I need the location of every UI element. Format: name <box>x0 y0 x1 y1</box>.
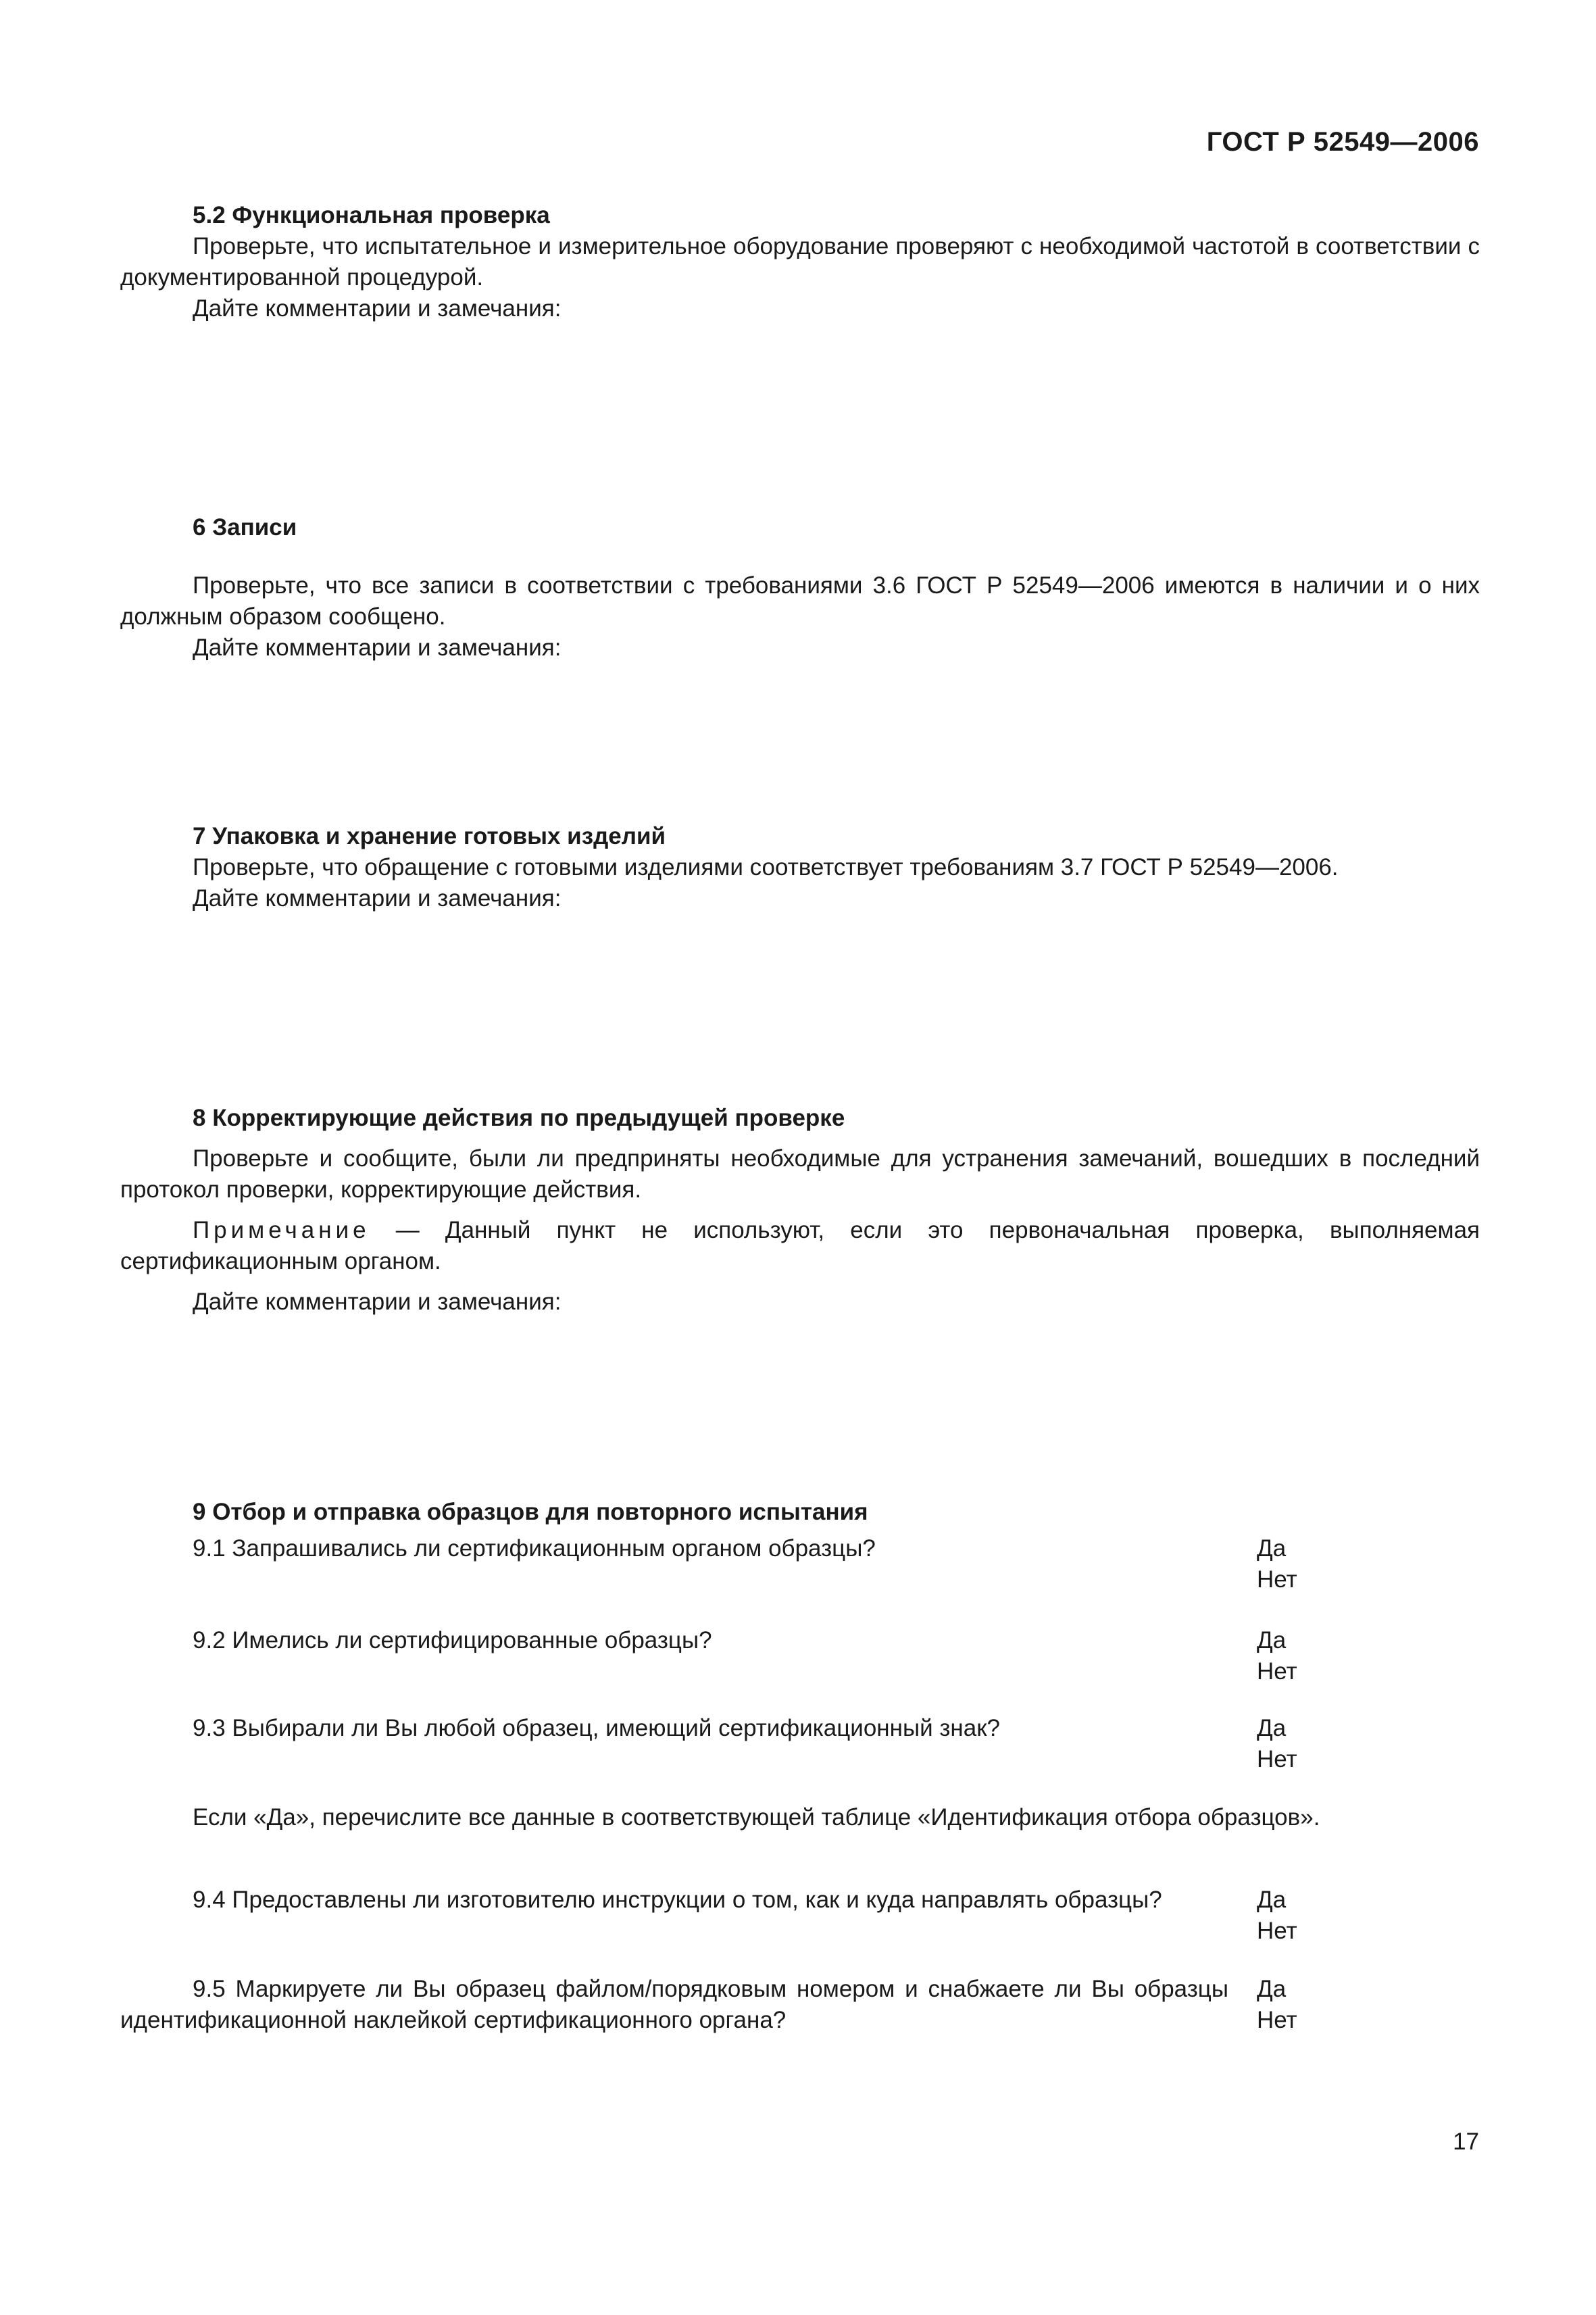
answer-options <box>1257 1625 1358 1687</box>
question-text: 9.5 Маркируете ли Вы образец файлом/порядковым номером и снабжаете ли Вы образцы идентификационной наклейкой сертификационного органа? <box>120 1976 1228 2033</box>
section-text: Проверьте, что обращение с готовыми изделиями соответствует требованиям 3.7 ГОСТ Р 52549—2006. <box>193 854 1339 880</box>
section-heading: 6 Записи <box>193 514 297 541</box>
answer-options <box>1257 1533 1358 1595</box>
answer-no[interactable]: Нет <box>1257 1918 1297 1944</box>
note-label: Примечание <box>193 1217 370 1243</box>
question-9-2 <box>120 1625 1480 1687</box>
section-9 <box>120 1497 1480 2036</box>
answer-yes[interactable]: Да <box>1257 1887 1287 1913</box>
question-text: 9.1 Запрашивались ли сертификационным органом образцы? <box>193 1535 876 1562</box>
answer-yes[interactable]: Да <box>1257 1715 1287 1741</box>
answer-yes[interactable]: Да <box>1257 1535 1287 1562</box>
question-text: 9.3 Выбирали ли Вы любой образец, имеющий сертификационный знак? <box>193 1715 1001 1741</box>
answer-options <box>1257 1974 1358 2036</box>
answer-options <box>1257 1713 1358 1775</box>
section-text: Проверьте и сообщите, были ли предприняты необходимые для устранения замечаний, вошедших в последний протокол проверки, корректирующие действия. <box>120 1145 1480 1203</box>
note-paragraph <box>120 1215 1480 1277</box>
section-6 <box>120 512 1480 664</box>
section-7 <box>120 821 1480 914</box>
section-8 <box>120 1103 1480 1318</box>
question-9-1 <box>120 1533 1480 1595</box>
comment-prompt: Дайте комментарии и замечания: <box>193 885 562 912</box>
section-heading: 8 Корректирующие действия по предыдущей проверке <box>193 1105 845 1131</box>
question-text: 9.2 Имелись ли сертифицированные образцы? <box>193 1627 712 1653</box>
comment-prompt: Дайте комментарии и замечания: <box>193 1289 562 1315</box>
comment-prompt: Дайте комментарии и замечания: <box>193 295 562 322</box>
question-9-5 <box>120 1974 1480 2036</box>
section-heading: 9 Отбор и отправка образцов для повторного испытания <box>193 1499 868 1525</box>
note-text: — Данный пункт не используют, если это первоначальная проверка, выполняемая сертификационным органом. <box>120 1217 1480 1274</box>
if-yes-note: Если «Да», перечислите все данные в соответствующей таблице «Идентификация отбора образцов». <box>193 1804 1320 1831</box>
answer-no[interactable]: Нет <box>1257 1746 1297 1772</box>
section-heading: 5.2 Функциональная проверка <box>193 202 550 228</box>
answer-options <box>1257 1885 1358 1947</box>
page-number: 17 <box>1453 2129 1479 2155</box>
section-heading: 7 Упаковка и хранение готовых изделий <box>193 823 666 849</box>
answer-no[interactable]: Нет <box>1257 1658 1297 1685</box>
answer-no[interactable]: Нет <box>1257 1566 1297 1593</box>
document-code-header: ГОСТ Р 52549—2006 <box>1206 127 1479 157</box>
question-9-3 <box>120 1713 1480 1775</box>
question-9-4 <box>120 1885 1480 1947</box>
answer-no[interactable]: Нет <box>1257 2007 1297 2033</box>
question-text: 9.4 Предоставлены ли изготовителю инструкции о том, как и куда направлять образцы? <box>193 1887 1162 1913</box>
answer-yes[interactable]: Да <box>1257 1976 1287 2002</box>
section-text: Проверьте, что испытательное и измерительное оборудование проверяют с необходимой частотой в соответствии с документированной процедурой. <box>120 233 1480 291</box>
comment-prompt: Дайте комментарии и замечания: <box>193 634 562 661</box>
section-text: Проверьте, что все записи в соответствии с требованиями 3.6 ГОСТ Р 52549—2006 имеются в наличии и о них должным образом сообщено. <box>120 572 1480 630</box>
answer-yes[interactable]: Да <box>1257 1627 1287 1653</box>
section-5-2 <box>120 200 1480 324</box>
